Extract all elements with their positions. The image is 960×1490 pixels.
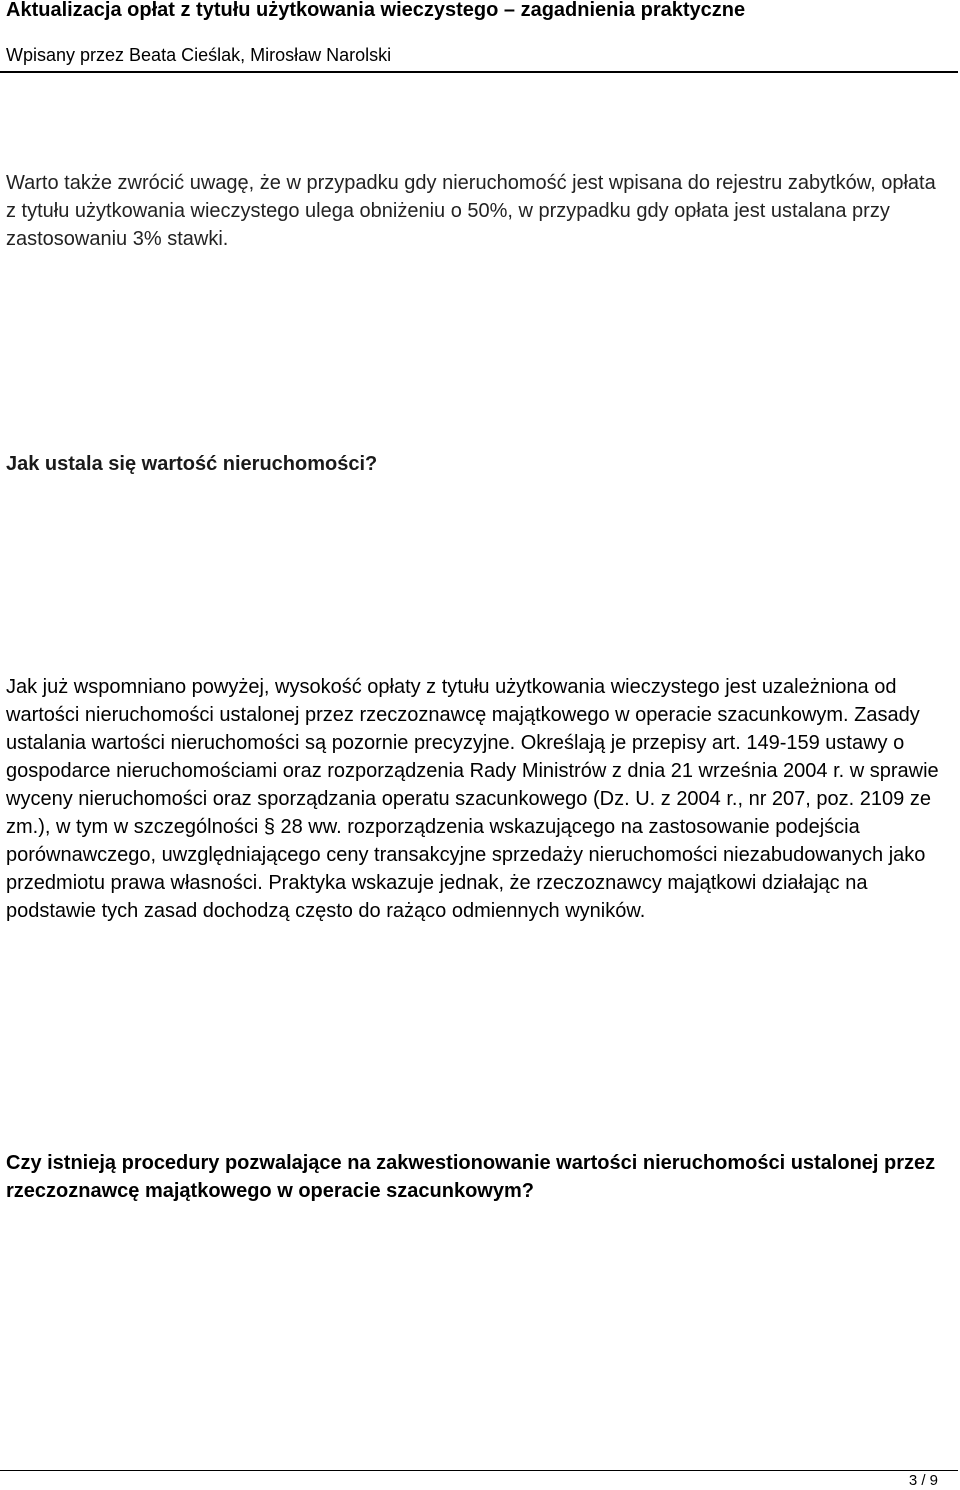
paragraph-valuation-rules: Jak już wspomniano powyżej, wysokość opłaty z tytułu użytkowania wieczystego jest uzależniona od wartości nieruchomości ustalonej przez rzeczoznawcę majątkowego w operacie szacunkowym. Zasady ustalania wartości nieruchomości są pozornie precyzyjne. Określają je przepisy art. 149-159 ustawy o gospodarce nieruchomościami oraz rozporządzenia Rady Ministrów z dnia 21 września 2004 r. w sprawie wyceny nieruchomości oraz sporządzania operatu szacunkowego (Dz. U. z 2004 r., nr 207, poz. 2109 ze zm.), w tym w szczególności § 28 ww. rozporządzenia wskazującego na zastosowanie podejścia porównawczego, uwzględniającego ceny transakcyjne sprzedaży nieruchomości niezabudowanych jako przedmiotu prawa własności. Praktyka wskazuje jednak, że rzeczoznawcy majątkowi działając na podstawie tych zasad dochodzą często do rażąco odmiennych wyników. bbox=[6, 676, 939, 922]
page-number: 3 / 9 bbox=[908, 1472, 938, 1489]
paragraph-heritage-register: Warto także zwrócić uwagę, że w przypadku gdy nieruchomość jest wpisana do rejestru zabytków, opłata z tytułu użytkowania wieczystego ulega obniżeniu o 50%, w przypadku gdy opłata jest ustalana przy zastosowaniu 3% stawki. bbox=[6, 172, 936, 250]
footer-divider bbox=[0, 1470, 958, 1471]
section-heading-property-value: Jak ustala się wartość nieruchomości? bbox=[6, 453, 378, 475]
section-heading-challenge-procedures: Czy istnieją procedury pozwalające na zakwestionowanie wartości nieruchomości ustalonej przez rzeczoznawcę majątkowego w operacie szacunkowym? bbox=[6, 1152, 936, 1202]
header-divider bbox=[0, 71, 958, 73]
document-title: Aktualizacja opłat z tytułu użytkowania wieczystego – zagadnienia praktyczne bbox=[6, 0, 746, 21]
document-authors: Wpisany przez Beata Cieślak, Mirosław Narolski bbox=[6, 45, 392, 65]
